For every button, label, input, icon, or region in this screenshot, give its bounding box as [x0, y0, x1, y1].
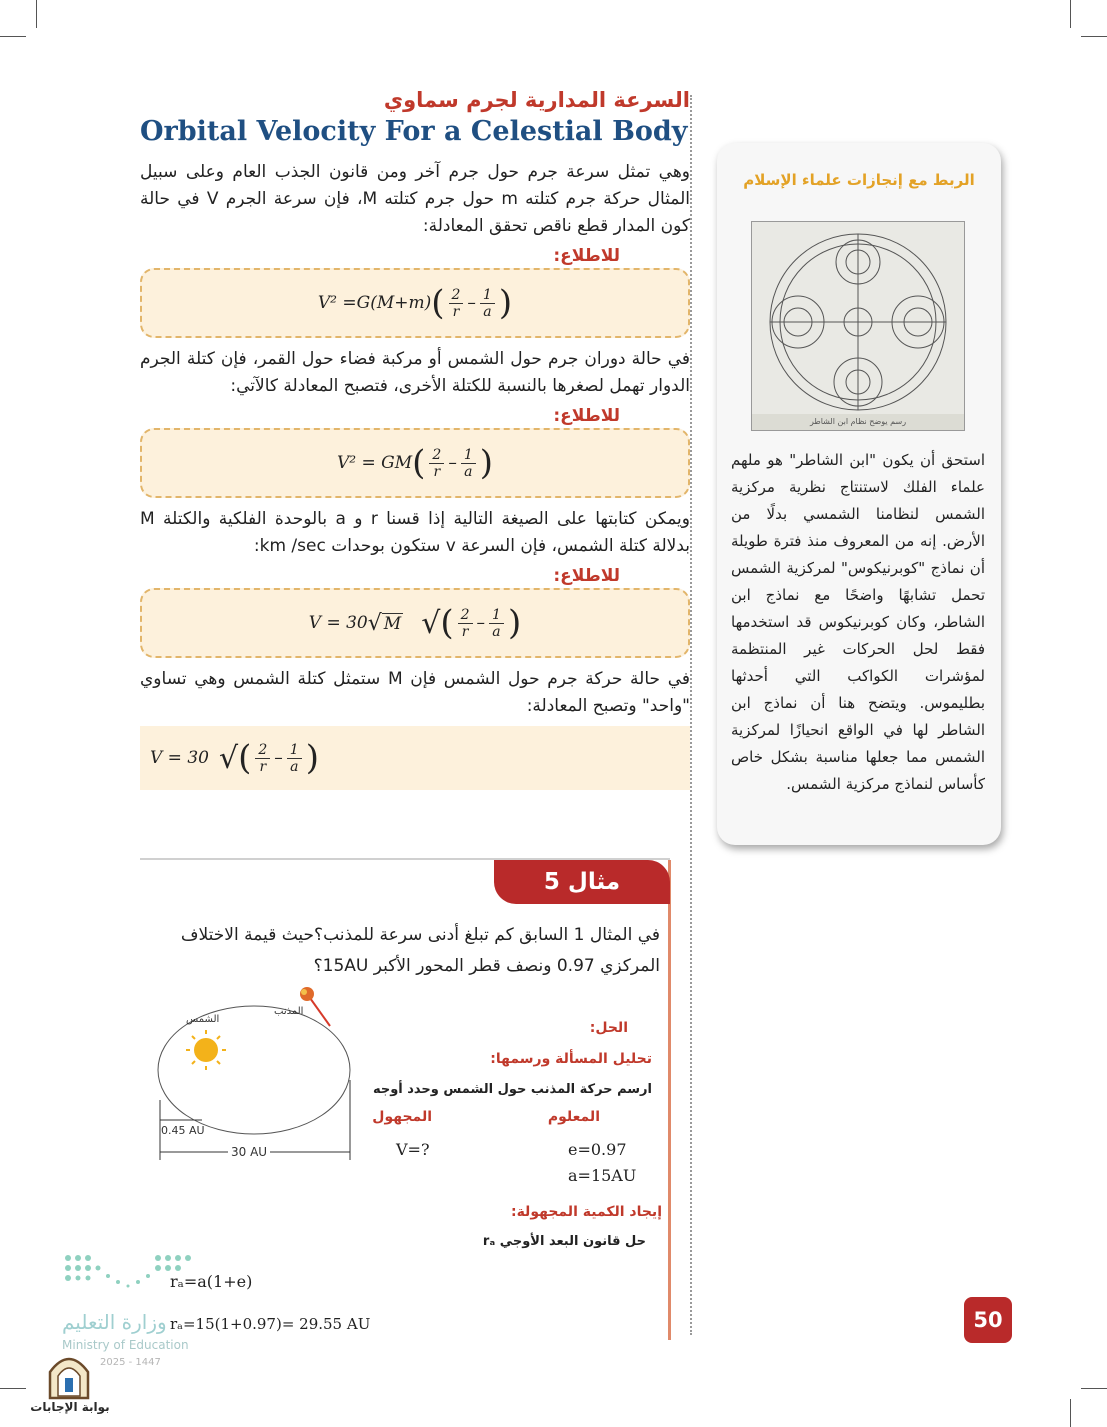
paragraph-2: في حالة دوران جرم حول الشمس أو مركبة فضاء حول القمر، فإن كتلة الجرم الدوار تهمل لصغرها بالنسبة للكتلة الأخرى، فتصبح المعادلة كالآتي:	[140, 349, 690, 396]
formula-2: rₐ=15(1+0.97)= 29.55 AU	[170, 1315, 371, 1333]
numerator: 1	[489, 607, 504, 624]
minus-sign: –	[467, 293, 476, 313]
draw-instruction: ارسم حركة المذنب حول الشمس وحدد أوجه	[372, 1082, 652, 1097]
numerator: 2	[458, 607, 473, 624]
portal-label: بوابة الإجابات	[30, 1400, 110, 1414]
note-label: للاطلاع:	[553, 566, 620, 586]
numerator: 1	[287, 742, 302, 759]
minus-sign: –	[476, 613, 486, 633]
denominator: r	[452, 303, 460, 320]
paren-open: (	[238, 738, 252, 778]
unknown-v: V=?	[396, 1140, 430, 1159]
ibn-shatir-model-image	[752, 222, 964, 430]
equation-box-4	[140, 726, 690, 790]
numerator: 1	[480, 287, 495, 304]
sun-icon	[186, 1030, 226, 1070]
denominator: r	[433, 463, 441, 480]
paren-close: )	[305, 738, 319, 778]
unknown-label: المجهول	[372, 1109, 432, 1125]
denominator: r	[461, 623, 469, 640]
paragraph-4: في حالة حركة جرم حول الشمس فإن M ستمثل كتلة الشمس وهي تساوي "واحد" وتصبح المعادلة:	[140, 669, 690, 716]
fraction-2-over-r	[255, 742, 270, 775]
paren-open: (	[412, 443, 426, 483]
page-number: 50	[964, 1297, 1012, 1343]
intro-paragraph: وهي تمثل سرعة جرم حول جرم آخر ومن قانون الجذب العام وعلى سبيل المثال حركة جرم كتلته m حول جرم كتلته M، فإن سرعة الجرم V في حالة كون المدار قطع ناقص تحقق المعادلة:	[140, 162, 690, 236]
equation-3-lhs: V = 30	[308, 613, 368, 633]
equation-4-lhs: V = 30	[150, 748, 209, 768]
fraction-1-over-a	[287, 742, 302, 775]
equation-1-lhs: V² =G(M+m)	[317, 293, 432, 313]
equation-box-2	[140, 428, 690, 498]
portal-logo-icon	[46, 1350, 92, 1400]
sqrt-symbol: √	[421, 605, 441, 641]
perihelion-label: 0.45 AU	[161, 1124, 205, 1137]
ministry-name-en: Ministry of Education	[62, 1338, 189, 1352]
sidebar-text: استحق أن يكون "ابن الشاطر" هو ملهم علماء الفلك لاستنتاج نظرية مركزية الشمس لنظامنا الشمسي بدلًا من الأرض. إنه من المعروف منذ فترة طويلة أن نماذج "كوبرنيكوس" لمركزية الشمس تحمل تشابهًا واضحًا مع نماذج ابن الشاطر، وكان كوبرنيكوس قد استخدمها فقط لحل الحركات غير المنتظمة لمؤشرات الكواكب التي أحدثها بطليموس. ويتضح هنا أن نماذج ابن الشاطر لها في الواقع انحيازًا لمركزية الشمس مما جعلها مناسبة بشكل خاص كأساس لنماذج مركزية الشمس.	[731, 451, 985, 793]
equation-box-1	[140, 268, 690, 338]
law-text: حل قانون البعد الأوجي rₐ	[482, 1234, 646, 1249]
formula-1: rₐ=a(1+e)	[170, 1272, 253, 1291]
known-label: المعلوم	[547, 1109, 600, 1125]
sqrt-m: M	[383, 613, 402, 634]
equation-2-lhs: V² = GM	[336, 453, 413, 473]
crop-mark	[1070, 0, 1071, 28]
fraction-1-over-a	[461, 447, 476, 480]
numerator: 2	[449, 287, 464, 304]
sqrt-symbol: √	[367, 610, 382, 636]
known-e: e=0.97	[568, 1140, 627, 1159]
ministry-logo-dots	[62, 1252, 198, 1296]
crop-mark	[36, 0, 37, 28]
fraction-1-over-a	[489, 607, 504, 640]
example-question: في المثال 1 السابق كم تبلغ أدنى سرعة للمذنب؟حيث قيمة الاختلاف المركزي 0.97 ونصف قطر المحور الأكبر 15AU؟	[180, 925, 660, 976]
denominator: a	[483, 303, 492, 320]
analysis-label: تحليل المسألة ورسمها:	[490, 1051, 652, 1067]
ministry-name-ar: وزارة التعليم	[62, 1310, 167, 1334]
crop-mark	[0, 36, 26, 37]
orbit-ellipse	[158, 1006, 350, 1134]
paragraph-3: ويمكن كتابتها على الصيغة التالية إذا قسنا r و a بالوحدة الفلكية والكتلة M بدلالة كتلة الشمس، فإن السرعة v ستكون بوحدات km /sec:	[140, 509, 690, 556]
denominator: a	[464, 463, 473, 480]
sqrt-symbol: √	[218, 740, 239, 776]
orbit-diagram	[150, 980, 370, 1170]
paren-close: )	[498, 283, 513, 323]
crop-mark	[1070, 1399, 1071, 1427]
fraction-1-over-a	[480, 287, 495, 320]
paren-close: )	[507, 603, 522, 643]
find-label: إيجاد الكمية المجهولة:	[510, 1204, 662, 1220]
minus-sign: –	[448, 453, 457, 473]
astronomy-figure	[751, 221, 965, 431]
paren-open: (	[440, 603, 454, 643]
fraction-2-over-r	[449, 287, 464, 320]
denominator: r	[259, 758, 267, 775]
note-label: للاطلاع:	[553, 406, 620, 426]
denominator: a	[492, 623, 501, 640]
fraction-2-over-r	[429, 447, 444, 480]
paren-open: (	[431, 283, 445, 323]
example-side-rule	[668, 860, 671, 1340]
denominator: a	[290, 758, 299, 775]
known-a: a=15AU	[568, 1166, 637, 1185]
numerator: 1	[461, 447, 476, 464]
axis-label: 30 AU	[228, 1145, 270, 1159]
numerator: 2	[429, 447, 444, 464]
paren-close: )	[479, 443, 493, 483]
ministry-year: 2025 - 1447	[100, 1357, 161, 1368]
crop-mark	[0, 1388, 26, 1389]
equation-box-3	[140, 588, 690, 658]
sidebar-title: الربط مع إنجازات علماء الإسلام	[743, 171, 975, 189]
fraction-2-over-r	[458, 607, 473, 640]
comet-label: المذنب	[274, 1006, 304, 1017]
example-header: مثال 5	[494, 860, 670, 904]
crop-mark	[1081, 1388, 1107, 1389]
figure-caption: رسم يوضح نظام ابن الشاطر	[809, 417, 907, 426]
section-title-en: Orbital Velocity For a Celestial Body	[140, 116, 688, 147]
sun-label: الشمس	[186, 1014, 220, 1025]
note-label: للاطلاع:	[553, 246, 620, 266]
section-title-ar: السرعة المدارية لجرم سماوي	[383, 88, 690, 112]
minus-sign: –	[274, 748, 283, 768]
sidebar-box	[717, 143, 1001, 845]
crop-mark	[1081, 36, 1107, 37]
solution-label: الحل:	[589, 1020, 628, 1036]
numerator: 2	[255, 742, 270, 759]
main-column	[140, 88, 690, 790]
column-divider	[690, 95, 692, 1335]
